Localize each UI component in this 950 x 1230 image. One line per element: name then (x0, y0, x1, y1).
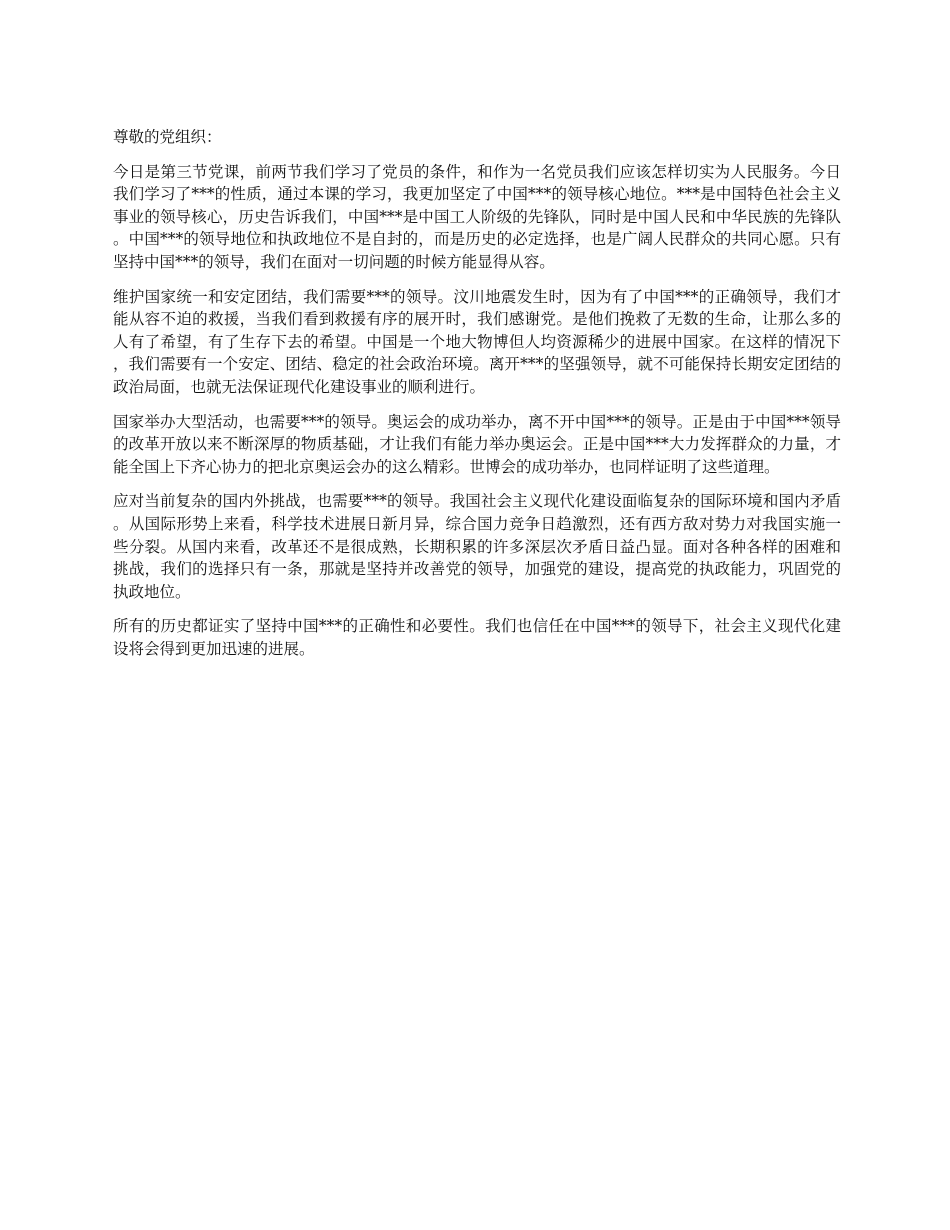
letter-body (113, 126, 841, 672)
paragraph-4: 应对当前复杂的国内外挑战，也需要***的领导。我国社会主义现代化建设面临复杂的国际环境和国内矛盾。从国际形势上来看，科学技术进展日新月异，综合国力竞争日趋激烈，还有西方敌对势力对我国实施一些分裂。从国内来看，改革还不是很成熟，长期积累的许多深层次矛盾日益凸显。面对各种各样的困难和挑战，我们的选择只有一条，那就是坚持并改善党的领导，加强党的建设，提高党的执政能力，巩固党的执政地位。 (113, 492, 841, 601)
paragraph-1: 今日是第三节党课，前两节我们学习了党员的条件，和作为一名党员我们应该怎样切实为人民服务。今日我们学习了***的性质，通过本课的学习，我更加坚定了中国***的领导核心地位。***是中国特色社会主义事业的领导核心，历史告诉我们，中国***是中国工人阶级的先锋队，同时是中国人民和中华民族的先锋队。中国***的领导地位和执政地位不是自封的，而是历史的必定选择，也是广阔人民群众的共同心愿。只有坚持中国***的领导，我们在面对一切问题的时候方能显得从容。 (113, 162, 841, 271)
letter-salutation: 尊敬的党组织： (113, 128, 222, 146)
paragraph-2: 维护国家统一和安定团结，我们需要***的领导。汶川地震发生时，因为有了中国***的正确领导，我们才能从容不迫的救援，当我们看到救援有序的展开时，我们感谢党。是他们挽救了无数的生命，让那么多的人有了希望，有了生存下去的希望。中国是一个地大物博但人均资源稀少的进展中国家。在这样的情况下，我们需要有一个安定、团结、稳定的社会政治环境。离开***的坚强领导，就不可能保持长期安定团结的政治局面，也就无法保证现代化建设事业的顺利进行。 (113, 287, 841, 396)
paragraph-5: 所有的历史都证实了坚持中国***的正确性和必要性。我们也信任在中国***的领导下，社会主义现代化建设将会得到更加迅速的进展。 (113, 617, 841, 658)
paragraph-3: 国家举办大型活动，也需要***的领导。奥运会的成功举办，离不开中国***的领导。正是由于中国***领导的改革开放以来不断深厚的物质基础，才让我们有能力举办奥运会。正是中国***大力发挥群众的力量，才能全国上下齐心协力的把北京奥运会办的这么精彩。世博会的成功举办，也同样证明了这些道理。 (113, 412, 841, 476)
